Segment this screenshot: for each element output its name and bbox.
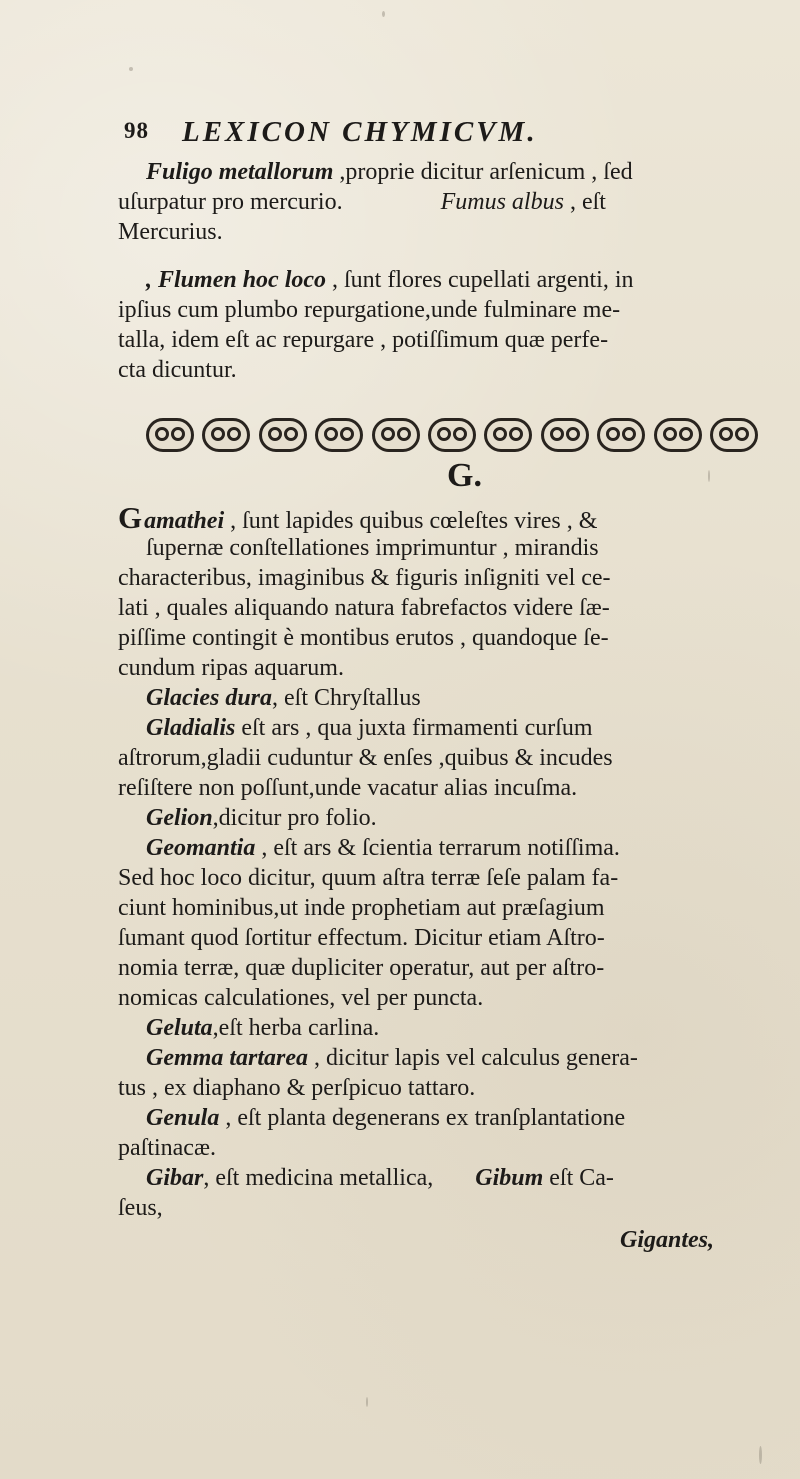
entry-headword: , Flumen hoc loco bbox=[146, 267, 327, 293]
entry-line: characteribus, imaginibus & figuris inſigniti vel ce- bbox=[118, 565, 611, 591]
entry-line: Geomantia , eſt ars & ſcientia terrarum notiſſima. bbox=[146, 835, 620, 861]
entry-line: nomicas calculationes, vel per puncta. bbox=[118, 985, 484, 1011]
ornament-icon bbox=[710, 418, 758, 452]
entry-line: tus , ex diaphano & perſpicuo tattaro. bbox=[118, 1075, 476, 1101]
entry-line: paſtinacæ. bbox=[118, 1135, 216, 1161]
paper-speck bbox=[129, 67, 133, 71]
entry-text: , ſunt flores cupellati argenti, in bbox=[332, 267, 634, 293]
entry-line: nomia terræ, quæ dupliciter operatur, aut per aſtro- bbox=[118, 955, 605, 981]
catchwords: Gigantes, bbox=[620, 1227, 715, 1253]
ornament-icon bbox=[315, 418, 363, 452]
ornament-icon bbox=[372, 418, 420, 452]
entry-line: Gladialis eſt ars , qua juxta firmamenti curſum bbox=[146, 715, 593, 741]
section-letter: G. bbox=[447, 457, 482, 494]
ornament-icon bbox=[484, 418, 532, 452]
entry-line: Gibar, eſt medicina metallica, Gibum eſt Ca- bbox=[146, 1165, 614, 1191]
entry-line: reſiſtere non poſſunt,unde vacatur alias incuſma. bbox=[118, 775, 578, 801]
entry-line: Gemma tartarea , dicitur lapis vel calculus genera- bbox=[146, 1045, 638, 1071]
entries-bottom bbox=[118, 500, 768, 1223]
entry-line: ciunt hominibus,ut inde prophetiam aut præſagium bbox=[118, 895, 605, 921]
entry-line: Genula , eſt planta degenerans ex tranſplantatione bbox=[146, 1105, 626, 1131]
entry-line: piſſime contingit è montibus erutos , quandoque ſe- bbox=[118, 625, 609, 651]
entry-line: ipſius cum plumbo repurgatione,unde fulminare me- bbox=[118, 297, 621, 323]
entry-line: cundum ripas aquarum. bbox=[118, 655, 344, 681]
paper-speck bbox=[759, 1446, 762, 1464]
entry-line: aſtrorum,gladii cuduntur & enſes ,quibus & incudes bbox=[118, 745, 613, 771]
page-header bbox=[124, 116, 684, 156]
ornament-band bbox=[146, 414, 758, 456]
entry-line: talla, idem eſt ac repurgare , potiſſimum quæ perfe- bbox=[118, 327, 609, 353]
ornament-icon bbox=[259, 418, 307, 452]
entry-line: Glacies dura, eſt Chryſtallus bbox=[146, 685, 421, 711]
entry-line: Gamathei , ſunt lapides quibus cœleſtes vires , & bbox=[118, 500, 598, 535]
entry-line: Sed hoc loco dicitur, quum aſtra terræ ſeſe palam fa- bbox=[118, 865, 619, 891]
entry-line: ſeus, bbox=[118, 1195, 163, 1221]
paper-speck bbox=[708, 470, 710, 482]
entry-line: Geluta,eſt herba carlina. bbox=[146, 1015, 380, 1041]
ornament-icon bbox=[654, 418, 702, 452]
entry-line: uſurpatur pro mercurio. Fumus albus , eſt bbox=[118, 189, 606, 215]
page-number: 98 bbox=[124, 118, 149, 143]
entry-line: Mercurius. bbox=[118, 219, 223, 245]
ornament-icon bbox=[146, 418, 194, 452]
entry-line: ſumant quod ſortitur effectum. Dicitur etiam Aſtro- bbox=[118, 925, 605, 951]
entry-line: cta dicuntur. bbox=[118, 357, 237, 383]
entry-headword: Fuligo metallorum bbox=[146, 159, 334, 185]
drop-cap: G bbox=[118, 500, 143, 535]
entry-line: lati , quales aliquando natura fabrefactos videre ſæ- bbox=[118, 595, 610, 621]
entry-line: Gelion,dicitur pro folio. bbox=[146, 805, 377, 831]
entry-text: ,proprie dicitur arſenicum , ſed bbox=[339, 159, 633, 185]
entry-line: ſupernæ conſtellationes imprimuntur , mirandis bbox=[146, 535, 599, 561]
ornament-icon bbox=[597, 418, 645, 452]
entry-line bbox=[118, 157, 768, 187]
ornament-icon bbox=[202, 418, 250, 452]
paper-speck bbox=[382, 11, 385, 17]
entry-line bbox=[118, 265, 768, 295]
running-head: LEXICON CHYMICVM. bbox=[182, 116, 538, 148]
ornament-icon bbox=[428, 418, 476, 452]
paper-speck bbox=[366, 1397, 368, 1407]
ornament-icon bbox=[541, 418, 589, 452]
entries-top bbox=[118, 157, 768, 385]
